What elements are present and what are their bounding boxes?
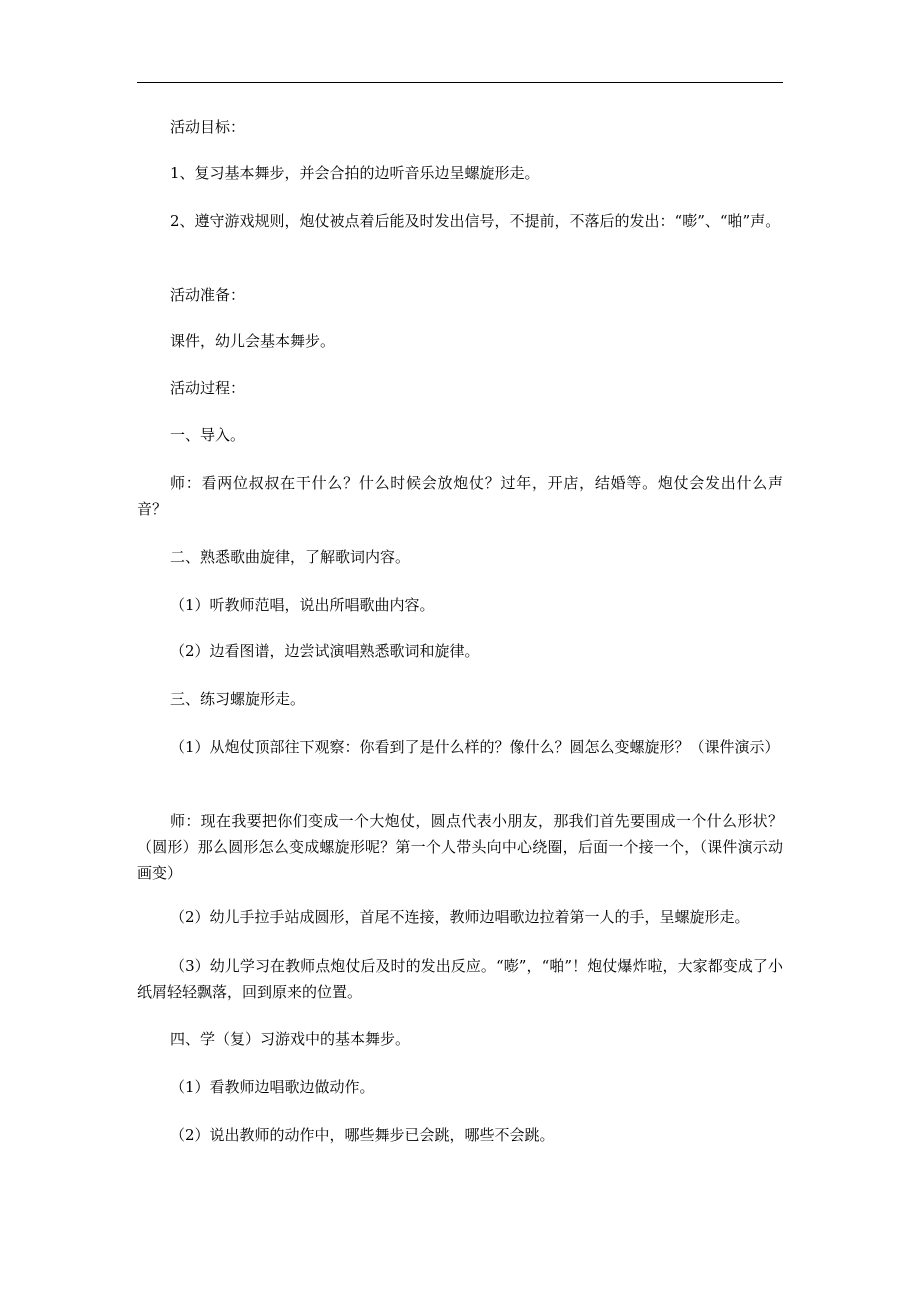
- heading-activity-process: 活动过程：: [170, 379, 246, 397]
- header-rule: [137, 82, 783, 83]
- heading-activity-goals: 活动目标：: [170, 118, 246, 136]
- teacher-line-1: 师：看两位叔叔在干什么？什么时候会放炮仗？过年，开店，结婚等。炮仗会发出什么声音？: [137, 474, 783, 518]
- goal-item-2: 2、遵守游戏规则，炮仗被点着后能及时发出信号，不提前，不落后的发出：“嘭”、“啪”声。: [170, 212, 781, 230]
- section-2-heading: 二、熟悉歌曲旋律，了解歌词内容。: [170, 548, 411, 566]
- teacher-line-2: 师：现在我要把你们变成一个大炮仗，圆点代表小朋友，那我们首先要围成一个什么形状？（圆形）那么圆形怎么变成螺旋形呢？第一个人带头向中心绕圈，后面一个接一个，（课件演示动画变）: [137, 812, 783, 882]
- goal-item-1: 1、复习基本舞步，并会合拍的边听音乐边呈螺旋形走。: [170, 164, 540, 182]
- section-3-item-1: （1）从炮仗顶部往下观察：你看到了是什么样的？像什么？圆怎么变螺旋形？（课件演示）: [170, 738, 780, 756]
- section-4-item-2: （2）说出教师的动作中，哪些舞步已会跳，哪些不会跳。: [170, 1126, 555, 1144]
- section-1-heading: 一、导入。: [170, 426, 246, 444]
- section-2-item-1: （1）听教师范唱，说出所唱歌曲内容。: [170, 596, 435, 614]
- section-3-item-2: （2）幼儿手拉手站成圆形，首尾不连接，教师边唱歌边拉着第一人的手，呈螺旋形走。: [170, 908, 750, 926]
- section-3-heading: 三、练习螺旋形走。: [170, 690, 306, 708]
- section-3-item-3: （3）幼儿学习在教师点炮仗后及时的发出反应。“嘭”，“啪”！炮仗爆炸啦，大家都变成了小纸屑轻轻飘落，回到原来的位置。: [137, 957, 783, 1001]
- section-4-heading: 四、学（复）习游戏中的基本舞步。: [170, 1030, 411, 1048]
- preparation-text: 课件，幼儿会基本舞步。: [170, 332, 336, 350]
- heading-activity-preparation: 活动准备：: [170, 286, 246, 304]
- section-4-item-1: （1）看教师边唱歌边做动作。: [170, 1078, 375, 1096]
- section-2-item-2: （2）边看图谱，边尝试演唱熟悉歌词和旋律。: [170, 642, 480, 660]
